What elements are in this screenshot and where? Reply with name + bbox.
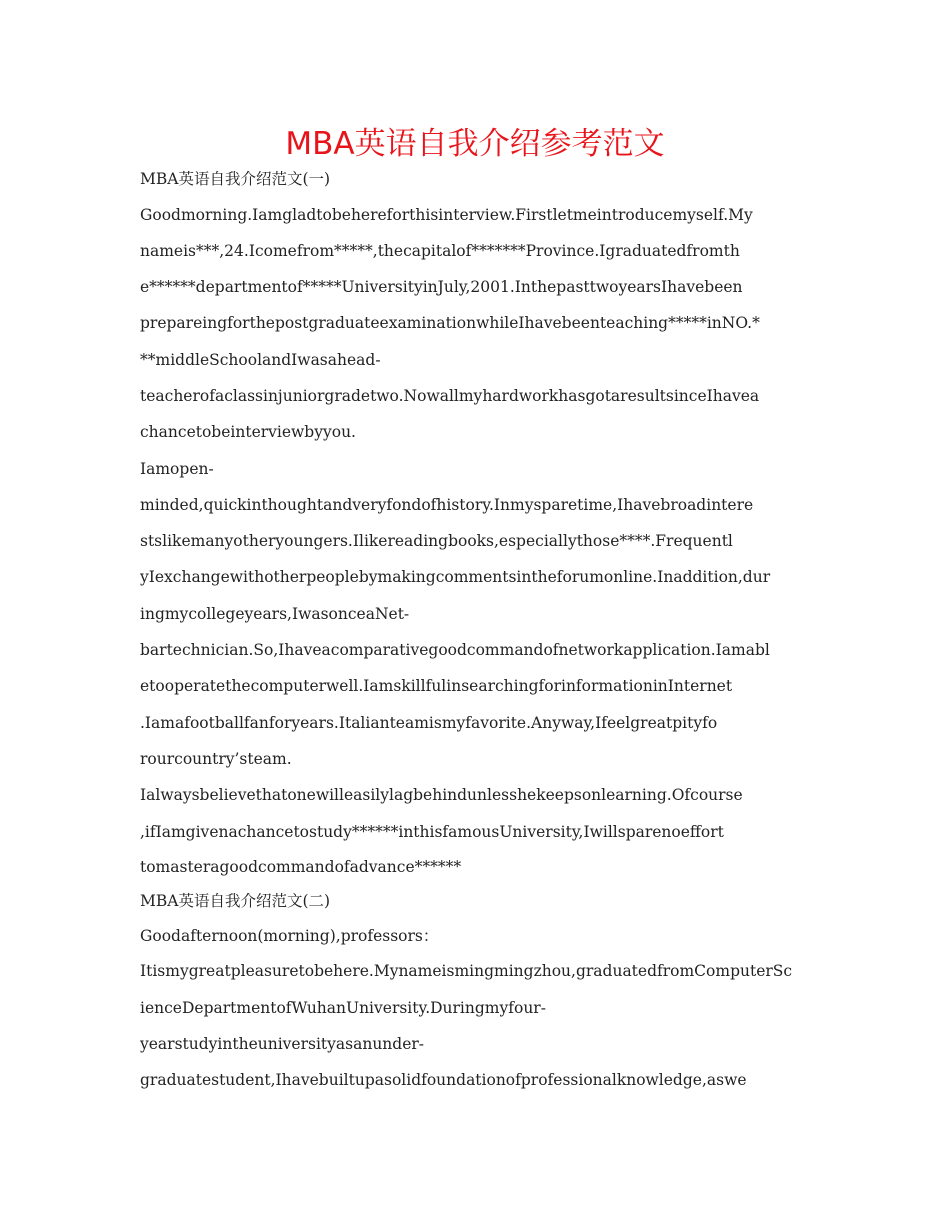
text-line: etooperatethecomputerwell.IamskillfulinsearchingforinformationinInternet — [140, 677, 733, 696]
text-line: Goodmorning.Iamgladtobehereforthisinterview.Firstletmeintroducemyself.My — [140, 205, 753, 224]
text-line: .Iamafootballfanforyears.Italianteamismyfavorite.Anyway,Ifeelgreatpityfo — [140, 713, 718, 732]
text-line: stslikemanyotheryoungers.Ilikereadingbooks,especiallythose****.Frequentl — [140, 532, 733, 551]
text-line: Iamopen- — [140, 459, 214, 478]
text-line: **middleSchoolandIwasahead- — [140, 350, 381, 369]
text-line: teacherofaclassinjuniorgradetwo.NowallmyhardworkhasgotaresultsinceIhavea — [140, 386, 760, 405]
text-line: Itismygreatpleasuretobehere.Mynameismingmingzhou,graduatedfromComputerSc — [140, 962, 793, 981]
text-line: Goodafternoon(morning),professors： — [140, 926, 439, 945]
text-line: minded,quickinthoughtandveryfondofhistory.Inmysparetime,Ihavebroadintere — [140, 495, 754, 514]
text-line: graduatestudent,Ihavebuiltupasolidfoundationofprofessionalknowledge,aswe — [140, 1071, 747, 1090]
text-line: prepareingforthepostgraduateexaminationwhileIhavebeenteaching*****inNO.* — [140, 314, 760, 333]
text-line: ienceDepartmentofWuhanUniversity.Duringmyfour- — [140, 998, 546, 1017]
document-title: MBA英语自我介绍参考范文 — [285, 126, 665, 162]
text-line: ingmycollegeyears,IwasonceaNet- — [140, 604, 410, 623]
text-line: MBA英语自我介绍范文(一) — [140, 170, 331, 188]
text-line: e******departmentof*****UniversityinJuly,2001.InthepasttwoyearsIhavebeen — [140, 278, 743, 297]
text-line: yearstudyintheuniversityasanunder- — [140, 1034, 425, 1053]
text-line: nameis***,24.Icomefrom*****,thecapitalof*******Province.Igraduatedfromth — [140, 241, 740, 260]
text-line: yIexchangewithotherpeoplebymakingcommentsintheforumonline.Inaddition,dur — [140, 568, 771, 587]
text-line: chancetobeinterviewbyyou. — [140, 423, 356, 442]
text-line: tomasteragoodcommandofadvance****** — [140, 857, 462, 876]
text-line: rourcountry’steam. — [140, 749, 292, 768]
text-line: ,ifIamgivenachancetostudy******inthisfamousUniversity,Iwillsparenoeffort — [140, 822, 724, 841]
text-line: bartechnician.So,Ihaveacomparativegoodcommandofnetworkapplication.Iamabl — [140, 641, 770, 660]
document-body — [140, 162, 812, 1099]
text-line: MBA英语自我介绍范文(二) — [140, 892, 331, 911]
text-line: Ialwaysbelievethatonewilleasilylagbehindunlesshekeepsonlearning.Ofcourse — [140, 786, 743, 805]
